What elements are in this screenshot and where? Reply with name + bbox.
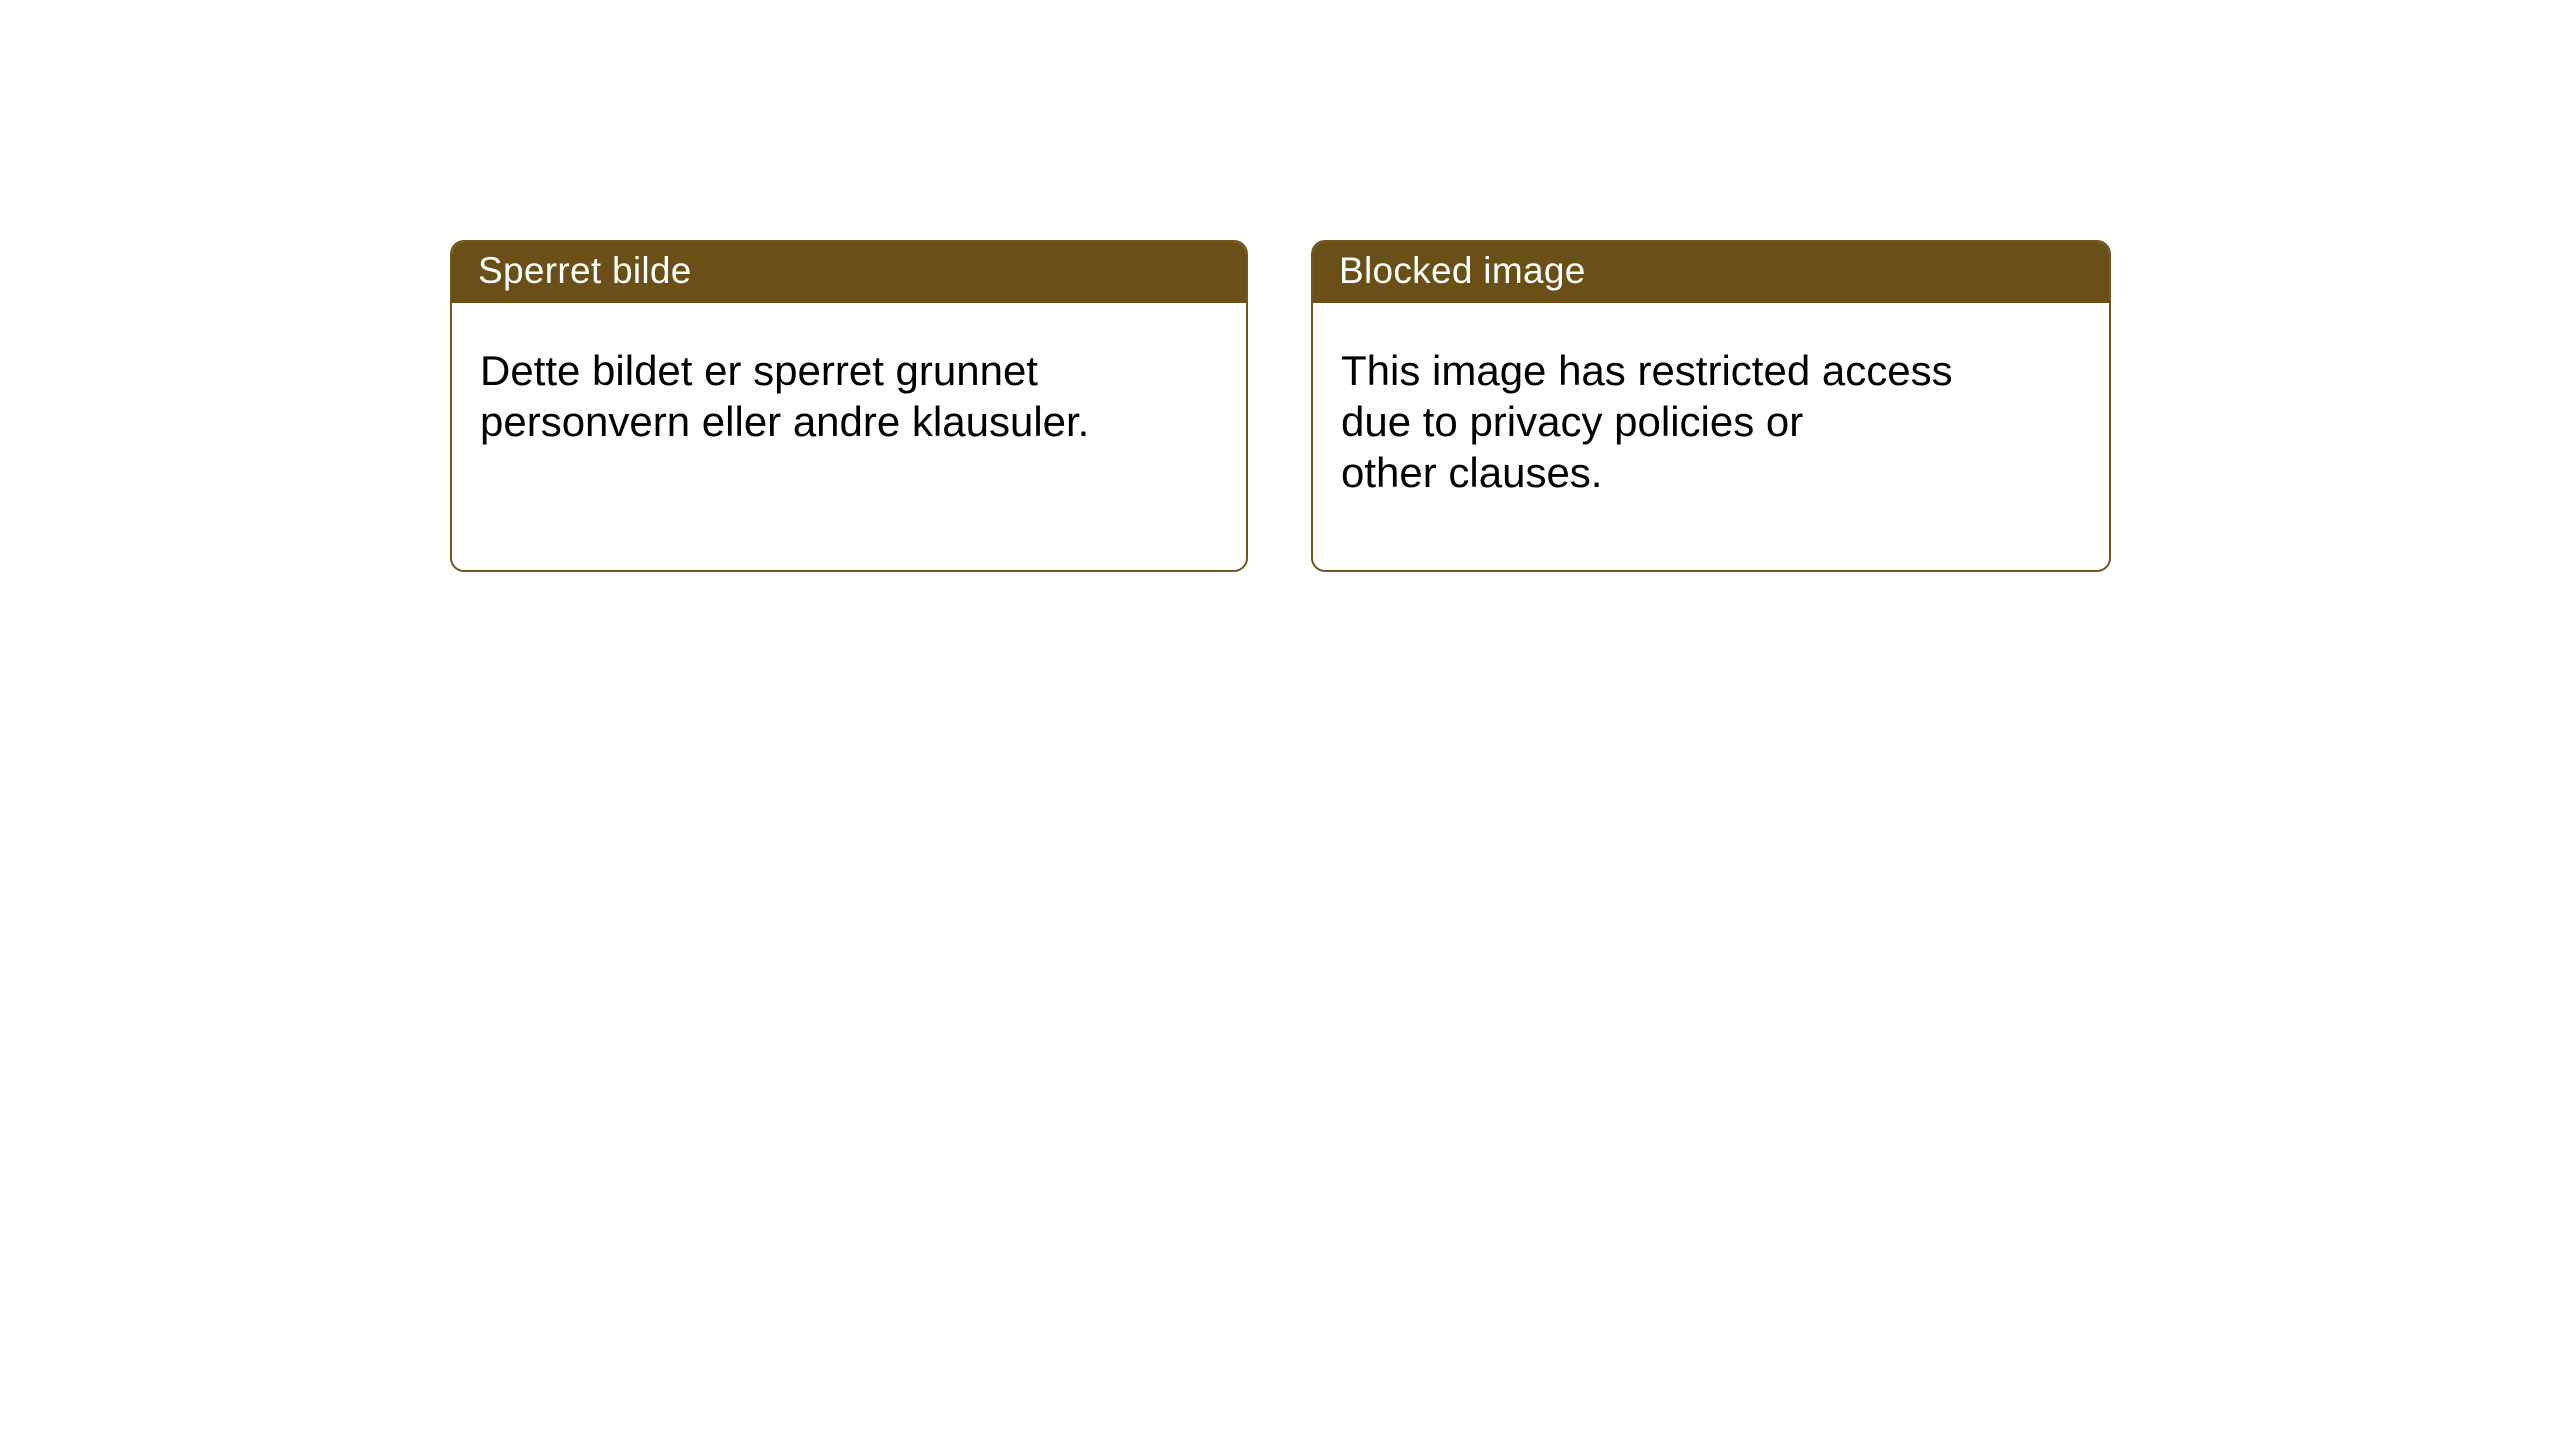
card-header xyxy=(1311,240,2111,303)
body-line: Dette bildet er sperret grunnet xyxy=(480,347,1038,394)
card-body xyxy=(452,303,1246,447)
card-header xyxy=(450,240,1248,303)
blocked-image-card-english xyxy=(1311,240,2111,572)
card-body xyxy=(1313,303,2109,498)
blocked-image-card-norwegian xyxy=(450,240,1248,572)
body-line: This image has restricted access xyxy=(1341,347,1953,394)
body-line: personvern eller andre klausuler. xyxy=(480,398,1090,445)
card-title: Sperret bilde xyxy=(478,250,692,291)
card-title: Blocked image xyxy=(1339,250,1586,291)
body-line: due to privacy policies or xyxy=(1341,398,1804,445)
body-line: other clauses. xyxy=(1341,449,1603,496)
